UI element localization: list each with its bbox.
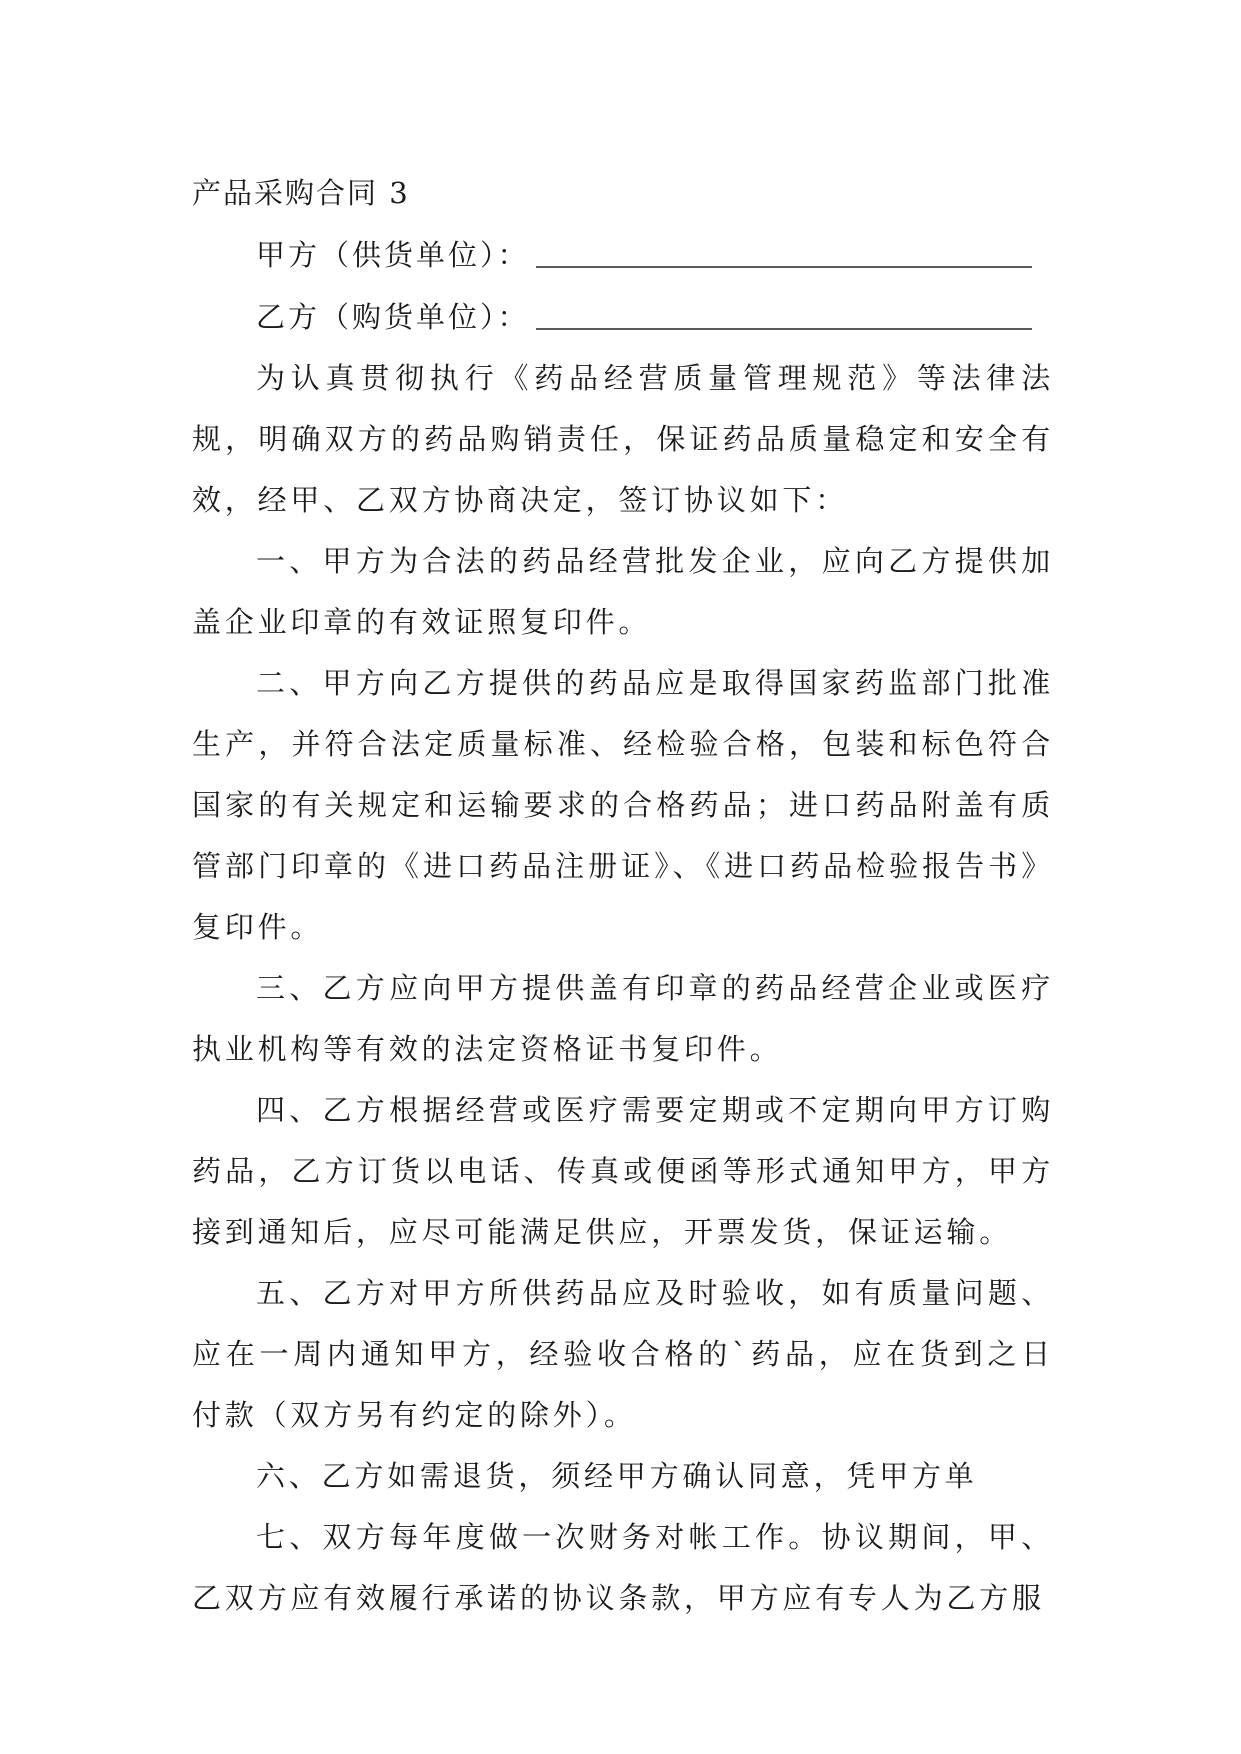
- clause-1-paragraph: 一、甲方为合法的药品经营批发企业，应向乙方提供加盖企业印章的有效证照复印件。: [192, 544, 1054, 639]
- preamble-paragraph: 为认真贯彻执行《药品经营质量管理规范》等法律法规，明确双方的药品购销责任，保证药品质量稳定和安全有效，经甲、乙双方协商决定，签订协议如下：: [192, 361, 1054, 517]
- clause-3-paragraph: 三、乙方应向甲方提供盖有印章的药品经营企业或医疗执业机构等有效的法定资格证书复印件。: [192, 971, 1054, 1066]
- clause-4-paragraph: 四、乙方根据经营或医疗需要定期或不定期向甲方订购药品，乙方订货以电话、传真或便函等形式通知甲方，甲方接到通知后，应尽可能满足供应，开票发货，保证运输。: [192, 1093, 1054, 1249]
- clause-5-paragraph: 五、乙方对甲方所供药品应及时验收，如有质量问题、应在一周内通知甲方，经验收合格的`药品，应在货到之日付款（双方另有约定的除外）。: [192, 1276, 1054, 1432]
- party-a-line: [192, 224, 1054, 286]
- clause-7-paragraph: 七、双方每年度做一次财务对帐工作。协议期间，甲、乙双方应有效履行承诺的协议条款，甲方应有专人为乙方服: [192, 1520, 1054, 1615]
- document-body: [192, 162, 1054, 1629]
- party-a-label: 甲方（供货单位）：: [256, 238, 530, 272]
- party-b-label: 乙方（购货单位）：: [256, 300, 530, 334]
- party-b-blank-underline: [536, 328, 1032, 330]
- document-title: 产品采购合同 3: [192, 176, 410, 210]
- party-b-line: [192, 286, 1054, 348]
- party-a-blank-underline: [536, 266, 1032, 268]
- clause-6-paragraph: 六、乙方如需退货，须经甲方确认同意，凭甲方单: [256, 1459, 978, 1493]
- clause-2-paragraph: 二、甲方向乙方提供的药品应是取得国家药监部门批准生产，并符合法定质量标准、经检验合格，包装和标色符合国家的有关规定和运输要求的合格药品；进口药品附盖有质管部门印章的《进口药品注册证》、《进口药品检验报告书》复印件。: [192, 666, 1054, 944]
